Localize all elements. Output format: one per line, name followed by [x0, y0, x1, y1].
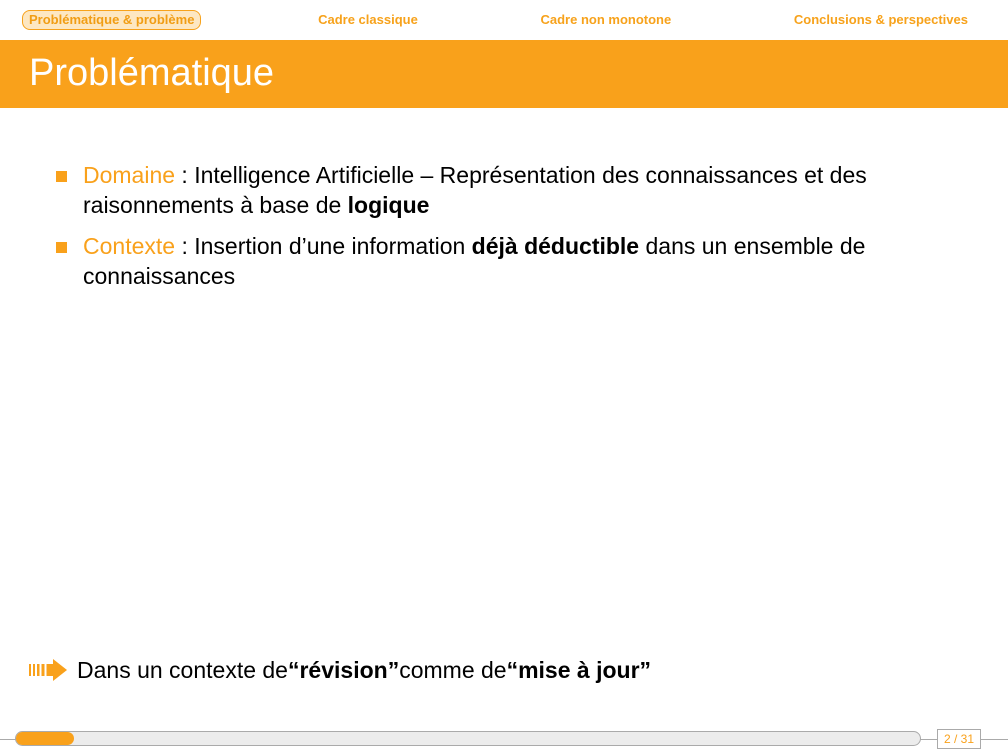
conclusion-line — [29, 655, 651, 685]
double-arrow-icon — [29, 659, 69, 681]
bullet-text: Insertion d’une information — [194, 233, 472, 259]
conclusion-bold-1: “révision” — [287, 657, 400, 683]
bullet-tail: dans un ensemble de connaissances — [83, 233, 866, 289]
bullet-bold: déjà déductible — [471, 233, 640, 259]
slide-progress-bar[interactable] — [15, 731, 921, 746]
bullet-contexte — [56, 231, 956, 291]
page-number: 2 / 31 — [937, 729, 981, 749]
nav-item-problematique[interactable]: Problématique & problème — [22, 10, 201, 30]
section-navigation — [0, 0, 1008, 40]
bullet-text: Intelligence Artificielle – Représentation des connaissances et des raisonnements à base de — [83, 162, 867, 218]
bullet-key: Domaine — [83, 162, 176, 188]
bullet-key: Contexte — [83, 233, 176, 259]
slide-title-bar — [0, 40, 1008, 108]
bullet-square-icon — [56, 242, 67, 253]
bullet-separator: : — [175, 162, 195, 188]
bullet-list — [56, 160, 956, 302]
conclusion-bold-2: “mise à jour” — [506, 657, 652, 683]
conclusion-text-2: comme de — [399, 657, 507, 683]
slide-progress-fill — [16, 732, 74, 745]
slide-title: Problématique — [29, 52, 275, 94]
nav-item-cadre-classique[interactable]: Cadre classique — [318, 12, 418, 27]
nav-item-cadre-non-monotone[interactable]: Cadre non monotone — [540, 12, 672, 27]
conclusion-text-1: Dans un contexte de — [77, 657, 288, 683]
bullet-square-icon — [56, 171, 67, 182]
bullet-separator: : — [175, 233, 195, 259]
bullet-domaine — [56, 160, 956, 220]
bullet-bold: logique — [347, 192, 430, 218]
nav-item-conclusions[interactable]: Conclusions & perspectives — [793, 12, 968, 27]
